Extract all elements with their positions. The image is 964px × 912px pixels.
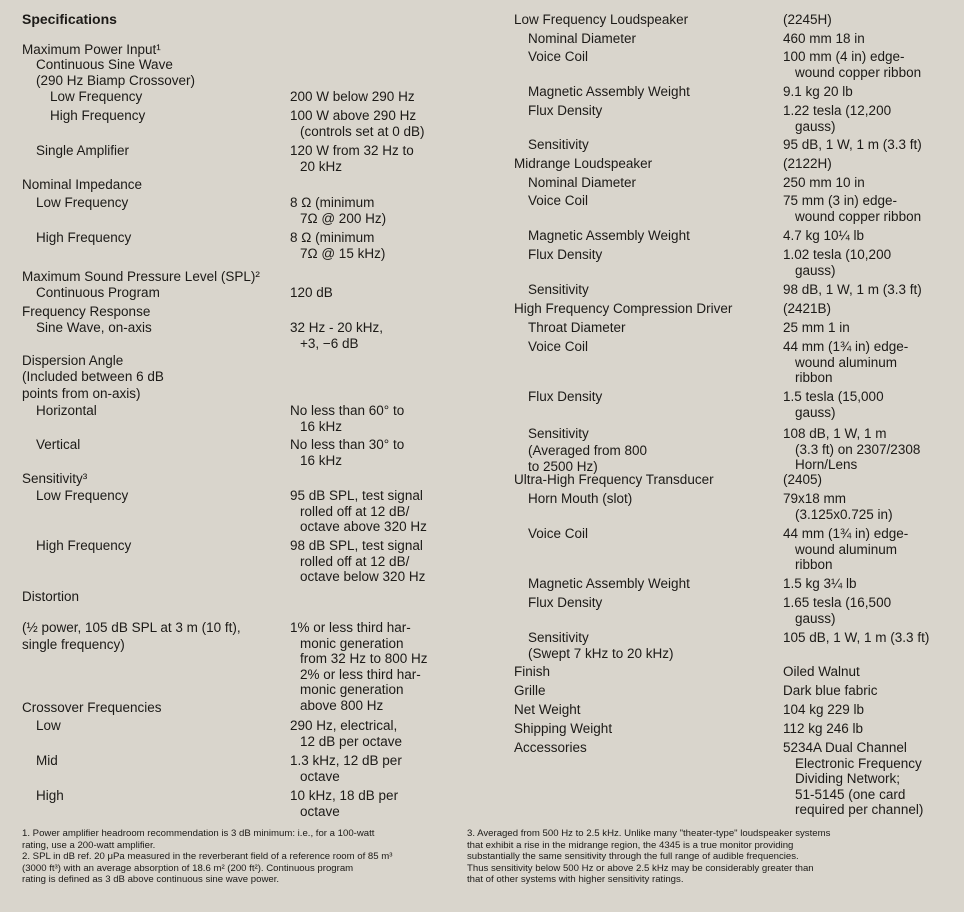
spec-value: 44 mm (1¾ in) edge- bbox=[783, 526, 909, 541]
footnote-line: rating, use a 200-watt amplifier. bbox=[22, 839, 156, 851]
spec-value: 1.5 tesla (15,000 bbox=[783, 389, 884, 404]
spec-value: 108 dB, 1 W, 1 m bbox=[783, 426, 887, 441]
spec-label: Nominal Impedance bbox=[22, 177, 143, 192]
spec-value: monic generation bbox=[300, 635, 404, 651]
spec-label: Horizontal bbox=[36, 403, 97, 418]
spec-value: 8 Ω (minimum bbox=[290, 230, 375, 245]
spec-value: above 800 Hz bbox=[300, 697, 384, 713]
spec-value: 98 dB SPL, test signal bbox=[290, 538, 423, 553]
spec-value: 1.5 kg 3¼ lb bbox=[783, 576, 857, 591]
spec-label: Throat Diameter bbox=[528, 320, 626, 335]
footnote-line: substantially the same sensitivity through the full range of audible frequencies. bbox=[467, 851, 799, 862]
spec-label: High Frequency bbox=[36, 230, 132, 245]
footnote-line: 1. Power amplifier headroom recommendation is 3 dB minimum: i.e., for a 100-watt bbox=[22, 828, 375, 839]
spec-value: 120 W from 32 Hz to bbox=[290, 143, 414, 158]
spec-value: ribbon bbox=[795, 557, 833, 572]
spec-value: 5234A Dual Channel bbox=[783, 740, 907, 755]
spec-value: 95 dB, 1 W, 1 m (3.3 ft) bbox=[783, 137, 922, 152]
spec-value: rolled off at 12 dB/ bbox=[300, 503, 410, 519]
spec-value: 25 mm 1 in bbox=[783, 320, 850, 335]
spec-label: Nominal Diameter bbox=[528, 31, 637, 46]
spec-label: Dispersion Angle bbox=[22, 353, 124, 368]
spec-value: gauss) bbox=[795, 610, 836, 626]
spec-value: 105 dB, 1 W, 1 m (3.3 ft) bbox=[783, 630, 930, 645]
spec-label: (½ power, 105 dB SPL at 3 m (10 ft), bbox=[22, 620, 241, 635]
spec-label: Sensitivity bbox=[528, 426, 589, 441]
spec-label: Magnetic Assembly Weight bbox=[528, 576, 690, 591]
spec-value: 1.22 tesla (12,200 bbox=[783, 103, 892, 118]
spec-value: 100 W above 290 Hz bbox=[290, 108, 417, 123]
spec-value: Electronic Frequency bbox=[795, 755, 922, 771]
spec-value: 1% or less third har- bbox=[290, 620, 411, 635]
spec-label: Distortion bbox=[22, 589, 80, 604]
spec-label: (290 Hz Biamp Crossover) bbox=[36, 73, 196, 88]
spec-value: wound copper ribbon bbox=[795, 208, 922, 224]
spec-label: Net Weight bbox=[514, 702, 581, 717]
spec-value: (2405) bbox=[783, 472, 823, 487]
spec-label: Mid bbox=[36, 753, 58, 768]
spec-value: 44 mm (1¾ in) edge- bbox=[783, 339, 909, 354]
spec-label: Maximum Sound Pressure Level (SPL)² bbox=[22, 269, 260, 284]
spec-label: Flux Density bbox=[528, 595, 603, 610]
spec-value: (2122H) bbox=[783, 156, 832, 171]
spec-value: gauss) bbox=[795, 118, 836, 134]
spec-value: 104 kg 229 lb bbox=[783, 702, 865, 717]
spec-value: 20 kHz bbox=[300, 158, 343, 174]
spec-value: octave bbox=[300, 803, 340, 819]
spec-value: octave below 320 Hz bbox=[300, 569, 426, 584]
spec-label: Voice Coil bbox=[528, 49, 589, 64]
spec-label: Flux Density bbox=[528, 389, 603, 404]
spec-value: 98 dB, 1 W, 1 m (3.3 ft) bbox=[783, 282, 922, 297]
spec-label: Sensitivity bbox=[528, 282, 589, 297]
spec-label: Sensitivity bbox=[528, 630, 589, 645]
spec-label: Low Frequency bbox=[36, 488, 129, 503]
spec-value: gauss) bbox=[795, 404, 836, 420]
spec-value: 12 dB per octave bbox=[300, 733, 403, 749]
footnote-line: 3. Averaged from 500 Hz to 2.5 kHz. Unlike many "theater-type" loudspeaker systems bbox=[467, 828, 831, 839]
spec-label: Sensitivity³ bbox=[22, 471, 88, 486]
spec-value: 7Ω @ 15 kHz) bbox=[300, 245, 386, 261]
spec-label: High Frequency bbox=[50, 108, 146, 123]
spec-value: 4.7 kg 10¼ lb bbox=[783, 228, 865, 243]
spec-label: Magnetic Assembly Weight bbox=[528, 84, 690, 99]
spec-label: Grille bbox=[514, 683, 546, 698]
spec-label: Sensitivity bbox=[528, 137, 589, 152]
spec-label: Magnetic Assembly Weight bbox=[528, 228, 690, 243]
spec-label: Frequency Response bbox=[22, 304, 151, 319]
spec-value: 120 dB bbox=[290, 285, 333, 300]
footnote-line: (3000 ft³) with an average absorption of 18.6 m² (200 ft²). Continuous program bbox=[22, 862, 354, 874]
spec-value: wound aluminum bbox=[795, 541, 898, 557]
spec-label: Continuous Program bbox=[36, 285, 160, 300]
spec-value: 32 Hz - 20 kHz, bbox=[290, 320, 384, 335]
spec-value: 79x18 mm bbox=[783, 491, 847, 506]
page-title: Specifications bbox=[22, 11, 117, 27]
spec-label: Low Frequency bbox=[36, 195, 129, 210]
spec-label: (Included between 6 dB bbox=[22, 369, 164, 384]
spec-label: Low Frequency bbox=[50, 89, 143, 104]
spec-label: Crossover Frequencies bbox=[22, 700, 162, 715]
spec-label: Midrange Loudspeaker bbox=[514, 156, 653, 171]
spec-value: 10 kHz, 18 dB per bbox=[290, 788, 399, 803]
spec-label: points from on-axis) bbox=[22, 386, 141, 401]
spec-value: 1.65 tesla (16,500 bbox=[783, 595, 892, 610]
spec-value: 95 dB SPL, test signal bbox=[290, 488, 423, 503]
spec-label: High Frequency Compression Driver bbox=[514, 301, 733, 316]
spec-value: (3.125x0.725 in) bbox=[795, 506, 893, 522]
spec-value: +3, −6 dB bbox=[300, 335, 359, 351]
spec-value: octave bbox=[300, 768, 340, 784]
spec-value: gauss) bbox=[795, 262, 836, 278]
spec-value: 100 mm (4 in) edge- bbox=[783, 49, 905, 64]
spec-value: (3.3 ft) on 2307/2308 bbox=[795, 441, 921, 457]
spec-label: Voice Coil bbox=[528, 339, 589, 354]
spec-value: Dark blue fabric bbox=[783, 683, 878, 698]
spec-value: 200 W below 290 Hz bbox=[290, 89, 415, 104]
spec-label: High bbox=[36, 788, 64, 803]
spec-value: Oiled Walnut bbox=[783, 664, 860, 679]
spec-value: 7Ω @ 200 Hz) bbox=[300, 210, 387, 226]
spec-label: Flux Density bbox=[528, 247, 603, 262]
spec-value: 9.1 kg 20 lb bbox=[783, 84, 853, 99]
spec-label: Nominal Diameter bbox=[528, 175, 637, 190]
spec-value: (controls set at 0 dB) bbox=[300, 123, 425, 139]
spec-value: 112 kg 246 lb bbox=[783, 721, 864, 736]
spec-value: required per channel) bbox=[795, 802, 924, 817]
spec-label: Flux Density bbox=[528, 103, 603, 118]
spec-value: 51-5145 (one card bbox=[795, 786, 906, 802]
spec-label: Shipping Weight bbox=[514, 721, 613, 736]
spec-value: (2245H) bbox=[783, 12, 832, 27]
spec-value: 2% or less third har- bbox=[300, 666, 421, 682]
spec-value: octave above 320 Hz bbox=[300, 519, 427, 534]
spec-value: 75 mm (3 in) edge- bbox=[783, 193, 898, 208]
spec-value: 16 kHz bbox=[300, 418, 343, 434]
spec-value: 1.02 tesla (10,200 bbox=[783, 247, 892, 262]
spec-label: Voice Coil bbox=[528, 526, 589, 541]
spec-value: No less than 60° to bbox=[290, 403, 405, 418]
spec-value: wound aluminum bbox=[795, 354, 898, 370]
spec-value: No less than 30° to bbox=[290, 437, 405, 452]
footnote-line: rating is defined as 3 dB above continuous sine wave power. bbox=[22, 874, 280, 885]
spec-value: 250 mm 10 in bbox=[783, 175, 865, 190]
spec-value: ribbon bbox=[795, 370, 833, 385]
spec-label: (Averaged from 800 bbox=[528, 443, 648, 458]
spec-label: High Frequency bbox=[36, 538, 132, 553]
spec-value: wound copper ribbon bbox=[795, 64, 922, 80]
spec-label: Continuous Sine Wave bbox=[36, 57, 173, 72]
spec-value: rolled off at 12 dB/ bbox=[300, 553, 410, 569]
spec-value: 1.3 kHz, 12 dB per bbox=[290, 753, 402, 768]
spec-label: Maximum Power Input¹ bbox=[22, 42, 161, 57]
footnote-line: Thus sensitivity below 500 Hz or above 2.5 kHz may be considerably greater than bbox=[467, 862, 814, 874]
spec-label: single frequency) bbox=[22, 637, 125, 652]
footnote-line: that of other systems with higher sensitivity ratings. bbox=[467, 874, 684, 885]
spec-label: Accessories bbox=[514, 740, 587, 755]
spec-value: monic generation bbox=[300, 682, 404, 697]
spec-label: Sine Wave, on-axis bbox=[36, 320, 152, 335]
spec-value: 8 Ω (minimum bbox=[290, 195, 375, 210]
spec-label: Low Frequency Loudspeaker bbox=[514, 12, 689, 27]
spec-label: (Swept 7 kHz to 20 kHz) bbox=[528, 646, 674, 661]
spec-label: to 2500 Hz) bbox=[528, 459, 598, 474]
spec-value: from 32 Hz to 800 Hz bbox=[300, 651, 428, 666]
spec-label: Voice Coil bbox=[528, 193, 589, 208]
footnote-line: 2. SPL in dB ref. 20 μPa measured in the reverberant field of a reference room of 85 m³ bbox=[22, 851, 393, 862]
spec-value: 16 kHz bbox=[300, 452, 343, 468]
spec-label: Vertical bbox=[36, 437, 81, 452]
spec-label: Finish bbox=[514, 664, 551, 679]
spec-value: 460 mm 18 in bbox=[783, 31, 865, 46]
spec-label: Horn Mouth (slot) bbox=[528, 491, 633, 506]
spec-value: Horn/Lens bbox=[795, 457, 858, 472]
spec-label: Ultra-High Frequency Transducer bbox=[514, 472, 714, 487]
spec-label: Low bbox=[36, 718, 61, 733]
spec-value: (2421B) bbox=[783, 301, 832, 316]
spec-value: Dividing Network; bbox=[795, 771, 901, 786]
spec-value: 290 Hz, electrical, bbox=[290, 718, 398, 733]
spec-label: Single Amplifier bbox=[36, 143, 130, 158]
footnote-line: that exhibit a rise in the midrange region, the 4345 is a true monitor providing bbox=[467, 839, 794, 851]
